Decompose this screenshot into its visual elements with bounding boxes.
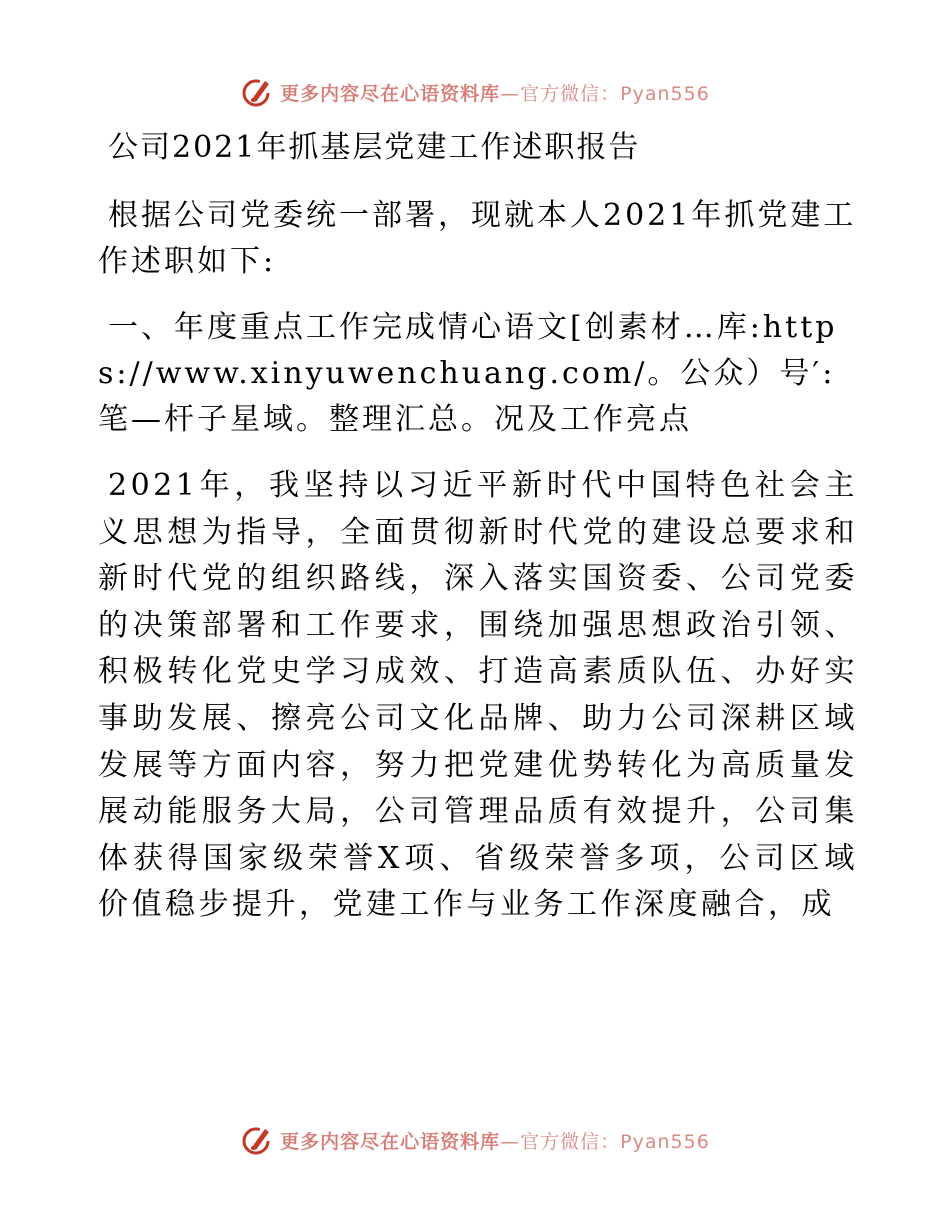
section-heading: 一、年度重点工作完成情心语文[创素材…库:https://www.xinyuwenchuang.com/。公众）号′:笔—杆子星域。整理汇总。况及工作亮点 <box>98 310 838 437</box>
body-paragraph: 2021年，我坚持以习近平新时代中国特色社会主义思想为指导，全面贯彻新时代党的建设总要求和新时代党的组织路线，深入落实国资委、公司党委的决策部署和工作要求，围绕加强思想政治引领、积极转化党史学习成效、打造高素质队伍、办好实事助发展、擦亮公司文化品牌、助力公司深耕区域发展等方面内容，努力把党建优势转化为高质量发展动能服务大局，公司管理品质有效提升，公司集体获得国家级荣誉X项、省级荣誉多项，公司区域价值稳步提升，党建工作与业务工作深度融合，成 <box>98 468 858 923</box>
document-body <box>98 125 858 949</box>
pen-in-circle-logo <box>240 75 274 109</box>
footer-banner <box>0 1120 950 1160</box>
pen-in-circle-logo <box>240 1123 274 1157</box>
footer-banner-text: 更多内容尽在心语资料库—官方微信：Pyan556 <box>280 1130 710 1153</box>
document-title: 公司2021年抓基层党建工作述职报告 <box>108 130 641 165</box>
header-banner <box>0 72 950 112</box>
header-banner-text: 更多内容尽在心语资料库—官方微信：Pyan556 <box>280 82 710 105</box>
intro-paragraph: 根据公司党委统一部署，现就本人2021年抓党建工作述职如下: <box>98 198 857 279</box>
